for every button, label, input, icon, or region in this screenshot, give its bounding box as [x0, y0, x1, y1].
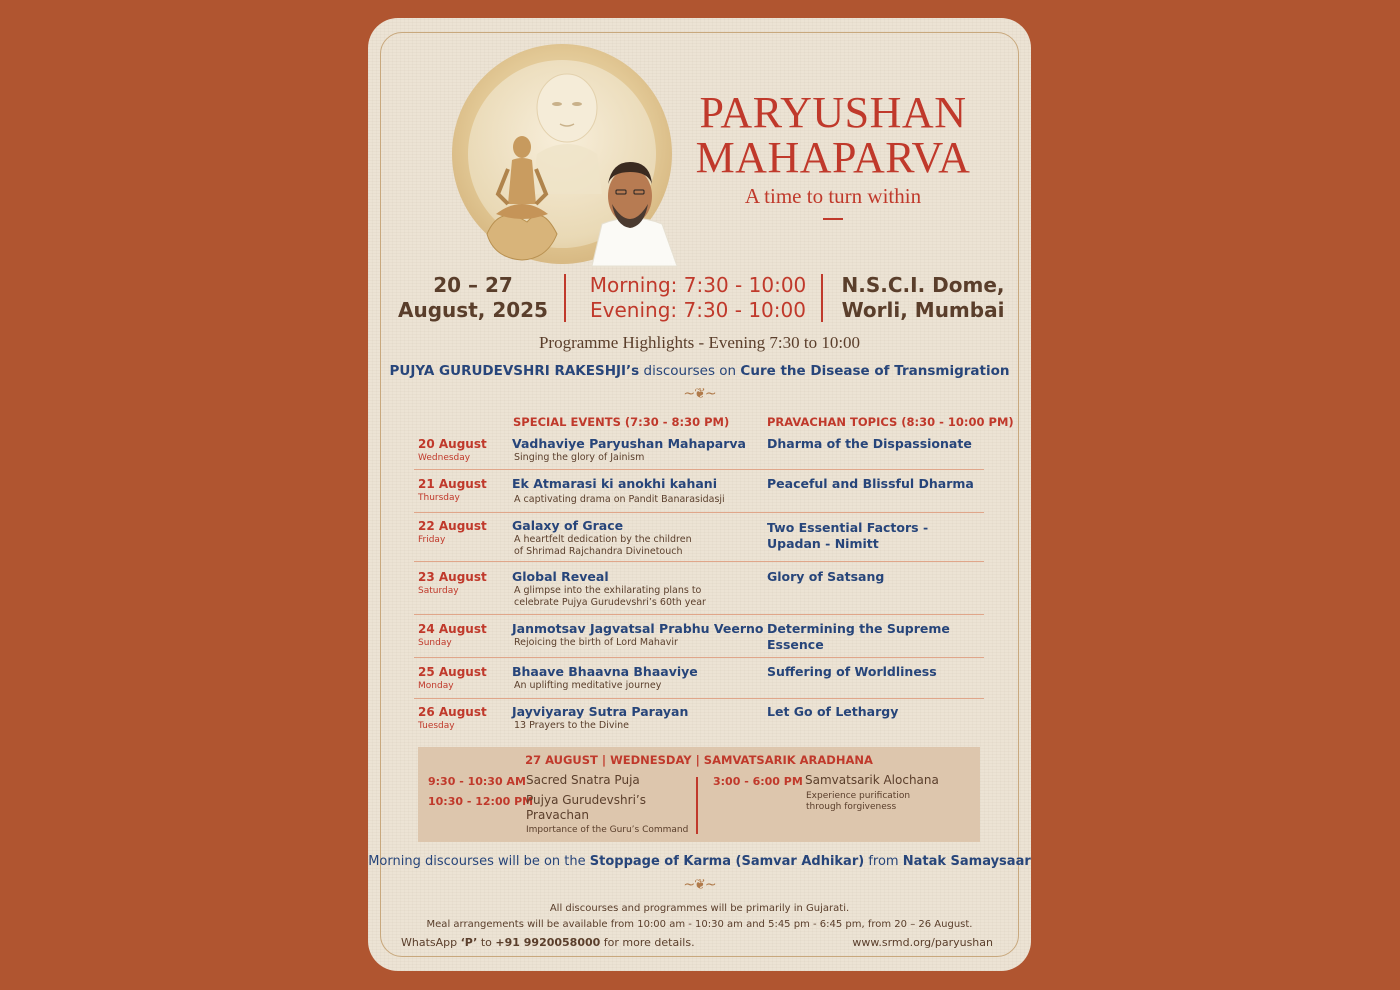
row-event-desc: A glimpse into the exhilarating plans to: [514, 585, 702, 596]
row-event: Vadhaviye Paryushan Mahaparva: [512, 436, 746, 451]
gurudev-name: PUJYA GURUDEVSHRI RAKESHJI’s: [389, 363, 640, 379]
flourish-ornament-bottom: ~❦~: [683, 877, 716, 893]
title-line-2: MAHAPARVA: [695, 133, 971, 182]
dates-line-1: 20 – 27: [433, 273, 513, 297]
row-day: Thursday: [418, 493, 460, 503]
row-date: 21 August: [418, 477, 487, 491]
session-desc-line-1: Experience purification: [806, 791, 911, 801]
session-time: 3:00 - 6:00 PM: [713, 775, 803, 788]
morning-note-source: Natak Samaysaar: [902, 854, 1031, 869]
session-time: 9:30 - 10:30 AM: [428, 775, 526, 788]
row-divider: [414, 512, 984, 513]
row-event-desc: 13 Prayers to the Divine: [514, 720, 629, 731]
row-event-desc: An uplifting meditative journey: [514, 680, 662, 691]
row-divider: [414, 469, 984, 470]
poster-title: [668, 90, 998, 180]
session-title-line-2: Pravachan: [526, 808, 589, 822]
row-day: Wednesday: [418, 453, 471, 463]
poster-subtitle: A time to turn within: [744, 184, 922, 208]
row-divider: [414, 698, 984, 699]
row-event: Jayviyaray Sutra Parayan: [512, 704, 689, 719]
title-divider: [823, 218, 843, 220]
row-divider: [414, 614, 984, 615]
wa-pre: WhatsApp: [401, 936, 461, 949]
info-divider-right: [821, 274, 823, 322]
schedule-row: [414, 621, 984, 665]
schedule-row: [414, 704, 984, 740]
session-time: 10:30 - 12:00 PM: [428, 795, 534, 808]
session-desc: [806, 791, 910, 813]
samvatsarik-heading: 27 AUGUST | WEDNESDAY | SAMVATSARIK ARADHANA: [525, 753, 873, 767]
row-date: 24 August: [418, 622, 487, 636]
row-date: 25 August: [418, 665, 487, 679]
row-date: 26 August: [418, 705, 487, 719]
morning-discourse-note: [368, 854, 1031, 869]
special-events-heading: SPECIAL EVENTS (7:30 - 8:30 PM): [513, 415, 730, 429]
spiritual-figures-illustration: [452, 44, 682, 274]
row-divider: [414, 561, 984, 562]
row-event-desc: Rejoicing the birth of Lord Mahavir: [514, 637, 678, 648]
wa-to: to: [477, 936, 496, 949]
row-topic: Two Essential Factors -: [767, 520, 929, 535]
row-topic: Let Go of Lethargy: [767, 704, 899, 719]
samvatsarik-aradhana-box: [418, 747, 980, 842]
row-event-desc-2: celebrate Pujya Gurudevshri’s 60th year: [514, 597, 706, 608]
row-event-desc: Singing the glory of Jainism: [514, 452, 645, 463]
row-topic: Determining the Supreme Essence: [767, 621, 950, 652]
dates-line-2: August, 2025: [398, 298, 548, 322]
poster-card: [368, 18, 1031, 971]
session-desc-line-2: through forgiveness: [806, 802, 897, 812]
schedule-row: [414, 436, 984, 476]
row-topic: Glory of Satsang: [767, 569, 885, 584]
whatsapp-number[interactable]: +91 9920058000: [495, 936, 601, 949]
row-day: Saturday: [418, 586, 459, 596]
row-event: Janmotsav Jagvatsal Prabhu Veerno: [512, 621, 764, 636]
row-day: Tuesday: [418, 721, 455, 731]
venue-line-2: Worli, Mumbai: [841, 298, 1005, 322]
whatsapp-info: [401, 936, 695, 949]
row-event-desc: A heartfelt dedication by the children: [514, 534, 692, 545]
box-divider: [696, 777, 698, 834]
meal-note: Meal arrangements will be available from 10:00 am - 10:30 am and 5:45 pm - 6:45 pm, from 20 – 26 August.: [426, 919, 973, 930]
wa-post: for more details.: [600, 936, 695, 949]
programme-highlights-heading: Programme Highlights - Evening 7:30 to 10:00: [538, 333, 861, 352]
session-title: Samvatsarik Alochana: [805, 773, 939, 787]
session-desc: Importance of the Guru’s Command: [526, 825, 689, 835]
morning-time: Morning: 7:30 - 10:00: [589, 273, 807, 297]
schedule-row: [414, 518, 984, 570]
schedule-row: [414, 476, 984, 518]
schedule-row: [414, 664, 984, 704]
venue-line-1: N.S.C.I. Dome,: [841, 273, 1005, 297]
evening-time: Evening: 7:30 - 10:00: [590, 298, 806, 322]
row-topic: Suffering of Worldliness: [767, 664, 937, 679]
morning-note-pre: Morning discourses will be on the: [368, 854, 590, 869]
website-link[interactable]: www.srmd.org/paryushan: [852, 936, 993, 949]
row-date: 20 August: [418, 437, 487, 451]
session-title: Sacred Snatra Puja: [526, 773, 640, 787]
row-topic: Dharma of the Dispassionate: [767, 436, 972, 451]
session-title: [526, 793, 646, 823]
pravachan-topics-heading: PRAVACHAN TOPICS (8:30 - 10:00 PM): [767, 415, 1014, 429]
event-timings: [578, 273, 818, 323]
row-divider: [414, 657, 984, 658]
row-day: Monday: [418, 681, 454, 691]
row-date: 23 August: [418, 570, 487, 584]
event-dates: [388, 273, 558, 323]
row-topic-2: Upadan - Nimitt: [767, 536, 879, 551]
row-event-desc: A captivating drama on Pandit Banarasidasji: [514, 494, 725, 505]
title-line-1: PARYUSHAN: [699, 88, 967, 137]
info-divider-left: [564, 274, 566, 322]
language-note: All discourses and programmes will be primarily in Gujarati.: [549, 903, 850, 914]
session-title-line-1: Pujya Gurudevshri’s: [526, 793, 646, 807]
morning-note-mid: from: [864, 854, 903, 869]
schedule-row: [414, 569, 984, 621]
row-event-desc-2: of Shrimad Rajchandra Divinetouch: [514, 546, 683, 557]
row-event: Bhaave Bhaavna Bhaaviye: [512, 664, 698, 679]
gurudev-discourse-line: [368, 363, 1031, 379]
row-event: Galaxy of Grace: [512, 518, 624, 533]
wa-keyword: ‘P’: [460, 936, 478, 949]
gurudev-topic: Cure the Disease of Transmigration: [740, 363, 1010, 379]
morning-note-topic: Stoppage of Karma (Samvar Adhikar): [589, 854, 865, 869]
row-event: Global Reveal: [512, 569, 609, 584]
row-topic: Peaceful and Blissful Dharma: [767, 476, 974, 491]
row-day: Friday: [418, 535, 446, 545]
event-venue: [838, 273, 1008, 323]
row-day: Sunday: [418, 638, 452, 648]
row-event: Ek Atmarasi ki anokhi kahani: [512, 476, 717, 491]
flourish-ornament-top: ~❦~: [683, 386, 716, 402]
row-date: 22 August: [418, 519, 487, 533]
gurudev-middle-text: discourses on: [639, 363, 741, 379]
